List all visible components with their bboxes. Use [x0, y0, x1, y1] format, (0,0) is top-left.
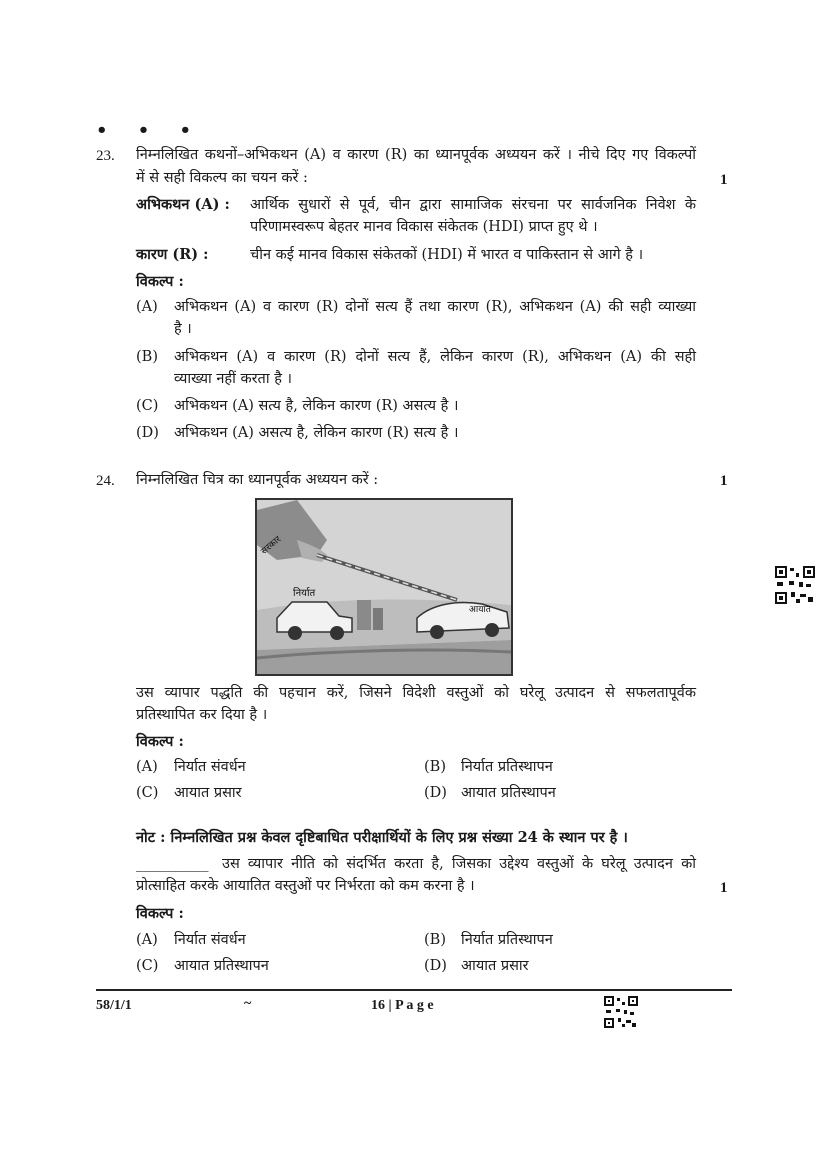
- assertion-label: अभिकथन (A) :: [136, 196, 230, 213]
- page-number: 16 | P a g e: [371, 998, 434, 1013]
- question-23-marks: 1: [720, 172, 728, 188]
- question-24-text: निम्नलिखित चित्र का ध्यानपूर्वक अध्ययन करें :: [136, 472, 379, 488]
- note-marks: 1: [720, 880, 728, 896]
- option-note-c-label: (C): [136, 958, 159, 974]
- option-23-b-label: (B): [136, 349, 158, 365]
- option-note-d-label: (D): [424, 958, 447, 974]
- option-23-c-text: अभिकथन (A) सत्य है, लेकिन कारण (R) असत्य है ।: [174, 398, 459, 414]
- side-qr-code-icon: [775, 566, 815, 604]
- note-line-2: प्रोत्साहित करके आयातित वस्तुओं पर निर्भरता को कम करना है ।: [136, 878, 475, 894]
- assertion-line-1: आर्थिक सुधारों से पूर्व, चीन द्वारा सामाजिक संरचना पर सार्वजनिक निवेश के: [250, 197, 696, 213]
- option-24-a-label: (A): [136, 759, 158, 775]
- option-24-d-text: आयात प्रतिस्थापन: [461, 785, 556, 801]
- question-23-line-2: में से सही विकल्प का चयन करें :: [136, 170, 308, 186]
- paper-code: 58/1/1: [96, 998, 132, 1013]
- option-24-c-text: आयात प्रसार: [174, 785, 242, 801]
- question-24-marks: 1: [720, 473, 728, 489]
- assertion-line-2: परिणामस्वरूप बेहतर मानव विकास संकेतक (HDI) प्राप्त हुए थे ।: [250, 219, 598, 235]
- option-24-d-label: (D): [424, 785, 447, 801]
- reason-text: चीन कई मानव विकास संकेतकों (HDI) में भारत व पाकिस्तान से आगे है ।: [250, 247, 644, 263]
- option-note-a-label: (A): [136, 932, 158, 948]
- options-label-note: विकल्प :: [136, 905, 184, 922]
- footer-tilde: ~: [244, 996, 252, 1011]
- reason-label: कारण (R) :: [136, 246, 209, 263]
- option-24-b-text: निर्यात प्रतिस्थापन: [461, 759, 553, 775]
- option-23-a-text: अभिकथन (A) व कारण (R) दोनों सत्य हैं तथा कारण (R), अभिकथन (A) की सही व्याख्या: [174, 299, 696, 315]
- option-24-a-text: निर्यात संवर्धन: [174, 759, 246, 775]
- question-23-number: 23.: [96, 148, 115, 164]
- option-note-b-text: निर्यात प्रतिस्थापन: [461, 932, 553, 948]
- option-23-d-text: अभिकथन (A) असत्य है, लेकिन कारण (R) सत्य है ।: [174, 425, 459, 441]
- option-24-c-label: (C): [136, 785, 159, 801]
- option-note-b-label: (B): [424, 932, 446, 948]
- note-heading: नोट : निम्नलिखित प्रश्न केवल दृष्टिबाधित परीक्षार्थियों के लिए प्रश्न संख्या 24 के स्थान पर है ।: [136, 829, 628, 846]
- note-line-1: उस व्यापार नीति को संदर्भित करता है, जिसका उद्देश्य वस्तुओं के घरेलू उत्पादन को: [222, 856, 696, 872]
- option-23-a-label: (A): [136, 299, 158, 315]
- options-label-23: विकल्प :: [136, 273, 184, 290]
- option-23-b-text-2: व्याख्या नहीं करता है ।: [174, 371, 292, 387]
- footer-divider: [96, 989, 732, 991]
- option-23-c-label: (C): [136, 398, 159, 414]
- option-note-d-text: आयात प्रसार: [461, 958, 529, 974]
- options-label-24: विकल्प :: [136, 733, 184, 750]
- note-blank: __________: [136, 856, 209, 872]
- option-23-b-text: अभिकथन (A) व कारण (R) दोनों सत्य हैं, लेकिन कारण (R), अभिकथन (A) की सही: [174, 349, 696, 365]
- question-23-line-1: निम्नलिखित कथनों–अभिकथन (A) व कारण (R) का ध्यानपूर्वक अध्ययन करें । नीचे दिए गए विकल्पों: [136, 147, 696, 163]
- question-24-line-1: उस व्यापार पद्धति की पहचान करें, जिसने विदेशी वस्तुओं को घरेलू उत्पादन से सफलतापूर्वक: [136, 685, 696, 701]
- qr-code-icon: [604, 996, 638, 1028]
- option-24-b-label: (B): [424, 759, 446, 775]
- label-import: आयात: [469, 605, 491, 615]
- label-government: सरकार: [259, 534, 284, 557]
- option-23-d-label: (D): [136, 425, 159, 441]
- option-23-a-text-2: है ।: [174, 321, 192, 337]
- option-note-c-text: आयात प्रतिस्थापन: [174, 958, 269, 974]
- bullet-dots: • • •: [96, 120, 204, 141]
- question-24-line-2: प्रतिस्थापित कर दिया है ।: [136, 707, 268, 723]
- cartoon-figure: [255, 498, 513, 676]
- cartoon-illustration: [257, 500, 511, 674]
- question-24-number: 24.: [96, 473, 115, 489]
- option-note-a-text: निर्यात संवर्धन: [174, 932, 246, 948]
- label-export: निर्यात: [293, 588, 316, 599]
